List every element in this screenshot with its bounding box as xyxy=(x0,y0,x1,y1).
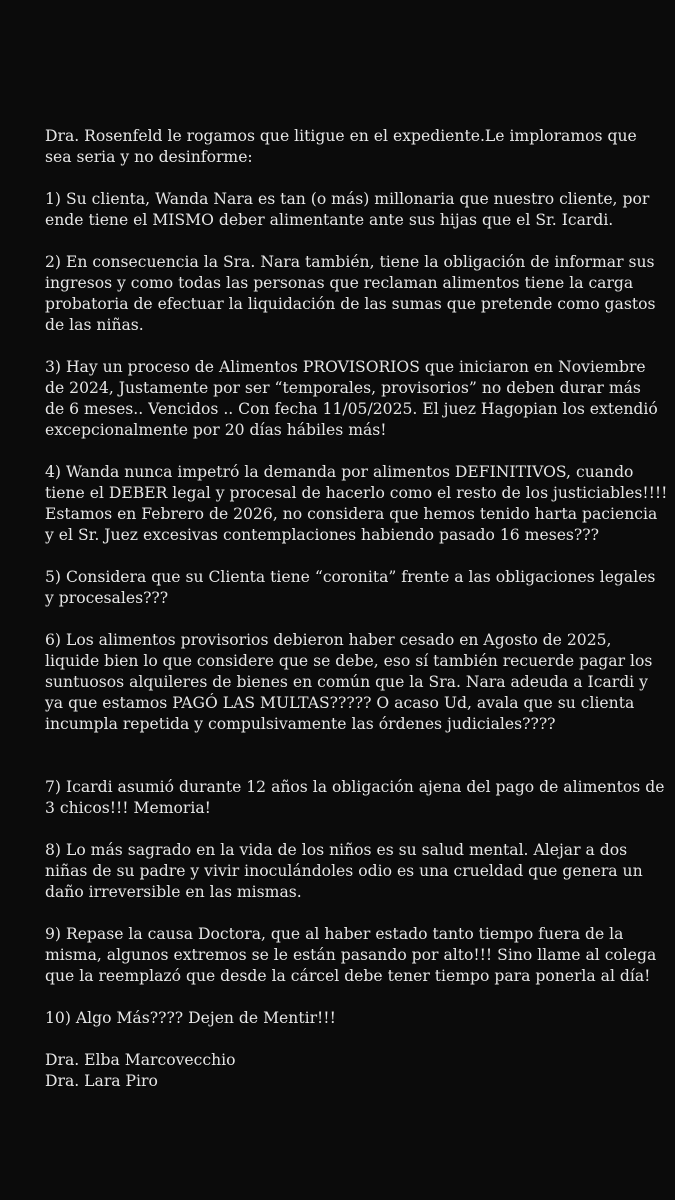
text-line: de 2024, Justamente por ser “temporales, provisorios” no deben durar más xyxy=(45,379,641,397)
point-9 xyxy=(45,924,657,987)
text-line: probatoria de efectuar la liquidación de las sumas que pretende como gastos xyxy=(45,295,656,313)
signature-name: Dra. Lara Piro xyxy=(45,1072,158,1090)
text-line: de 6 meses.. Vencidos .. Con fecha 11/05/2025. El juez Hagopian los extendió xyxy=(45,400,658,418)
text-line: 6) Los alimentos provisorios debieron haber cesado en Agosto de 2025, xyxy=(45,631,612,649)
text-line: misma, algunos extremos se le están pasando por alto!!! Sino llame al colega xyxy=(45,946,657,964)
text-line: ingresos y como todas las personas que reclaman alimentos tiene la carga xyxy=(45,274,634,292)
text-line: ya que estamos PAGÓ LAS MULTAS????? O acaso Ud, avala que su clienta xyxy=(45,694,635,712)
text-line: 1) Su clienta, Wanda Nara es tan (o más) millonaria que nuestro cliente, por xyxy=(45,190,650,208)
text-line: que la reemplazó que desde la cárcel debe tener tiempo para ponerla al día! xyxy=(45,967,651,985)
text-line: ende tiene el MISMO deber alimentante ante sus hijas que el Sr. Icardi. xyxy=(45,211,614,229)
text-line: daño irreversible en las mismas. xyxy=(45,883,302,901)
point-4 xyxy=(45,462,668,546)
text-line: 8) Lo más sagrado en la vida de los niños es su salud mental. Alejar a dos xyxy=(45,841,628,859)
point-1 xyxy=(45,189,650,231)
signature-name: Dra. Elba Marcovecchio xyxy=(45,1051,236,1069)
text-line: suntuosos alquileres de bienes en común que la Sra. Nara adeuda a Icardi y xyxy=(45,673,648,691)
point-8 xyxy=(45,840,645,903)
signature-block xyxy=(45,1050,645,1092)
text-line: de las niñas. xyxy=(45,316,144,334)
text-line: 5) Considera que su Clienta tiene “coronita” frente a las obligaciones legales xyxy=(45,568,656,586)
letter-body xyxy=(45,126,668,1113)
text-line: 3 chicos!!! Memoria! xyxy=(45,799,211,817)
point-7 xyxy=(45,777,665,819)
text-line: y procesales??? xyxy=(45,589,169,607)
text-line: niñas de su padre y vivir inoculándoles odio es una crueldad que genera un xyxy=(45,862,643,880)
text-line: 2) En consecuencia la Sra. Nara también, tiene la obligación de informar sus xyxy=(45,253,655,271)
text-line: Estamos en Febrero de 2026, no considera que hemos tenido harta paciencia xyxy=(45,505,658,523)
text-line: excepcionalmente por 20 días hábiles más! xyxy=(45,421,387,439)
point-2 xyxy=(45,252,656,336)
text-line: 4) Wanda nunca impetró la demanda por alimentos DEFINITIVOS, cuando xyxy=(45,463,634,481)
text-line: liquide bien lo que considere que se debe, eso sí también recuerde pagar los xyxy=(45,652,653,670)
point-6 xyxy=(45,630,653,735)
text-line: tiene el DEBER legal y procesal de hacerlo como el resto de los justiciables!!!! xyxy=(45,484,668,502)
point-10 xyxy=(45,1008,645,1029)
text-line: incumpla repetida y compulsivamente las órdenes judiciales???? xyxy=(45,715,556,733)
text-line: 7) Icardi asumió durante 12 años la obligación ajena del pago de alimentos de xyxy=(45,778,665,796)
text-line: 10) Algo Más???? Dejen de Mentir!!! xyxy=(45,1009,336,1027)
text-line: sea seria y no desinforme: xyxy=(45,148,253,166)
point-5 xyxy=(45,567,656,609)
letter-intro xyxy=(45,126,645,168)
text-line: 9) Repase la causa Doctora, que al haber estado tanto tiempo fuera de la xyxy=(45,925,624,943)
text-line: Dra. Rosenfeld le rogamos que litigue en el expediente.Le imploramos que xyxy=(45,127,637,145)
text-line: 3) Hay un proceso de Alimentos PROVISORIOS que iniciaron en Noviembre xyxy=(45,358,646,376)
text-line: y el Sr. Juez excesivas contemplaciones habiendo pasado 16 meses??? xyxy=(45,526,600,544)
point-3 xyxy=(45,357,658,441)
